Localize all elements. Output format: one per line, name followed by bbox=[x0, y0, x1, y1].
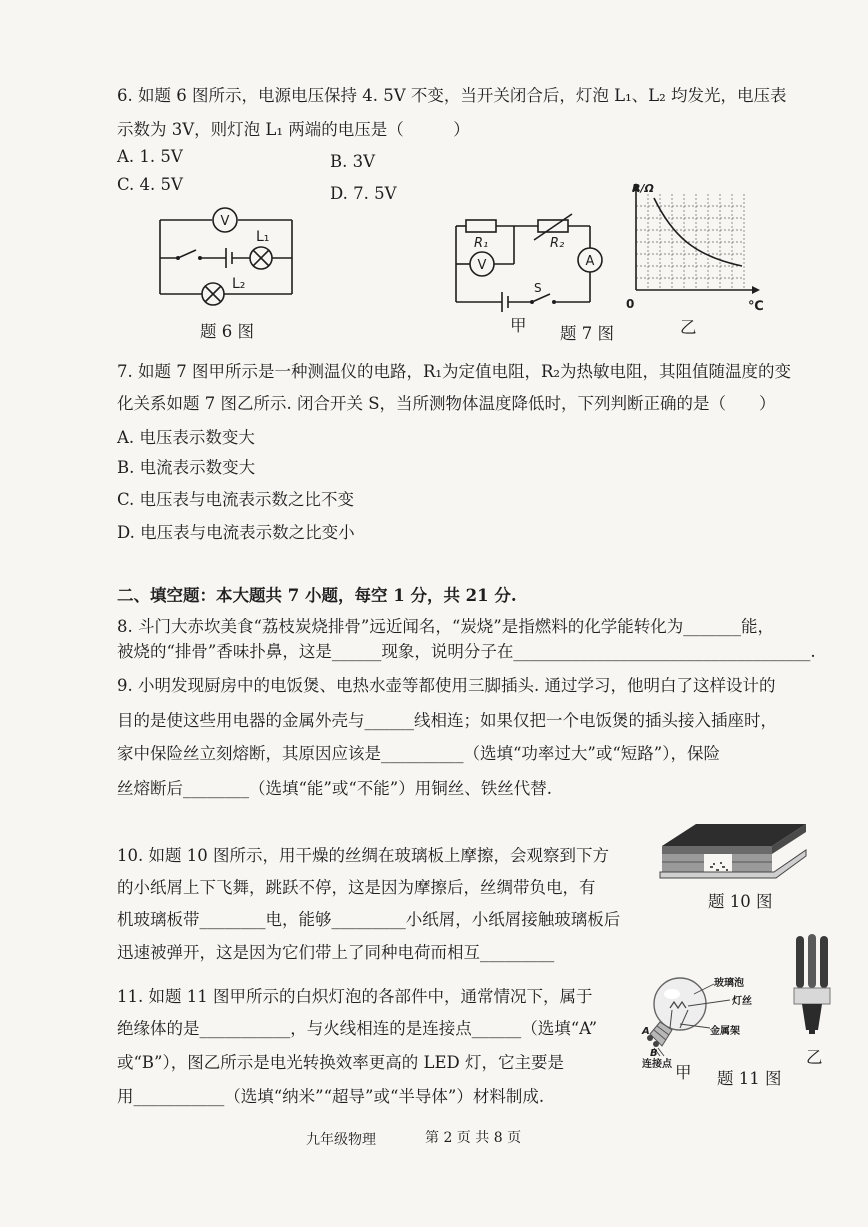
q7-graph-x-axis-label: ℃ bbox=[748, 299, 764, 314]
q6-voltmeter-label: V bbox=[220, 214, 230, 229]
q7-voltmeter-label: V bbox=[477, 258, 487, 273]
q11-line4: 用___________（选填“纳米”“超导”或“半导体”）材料制成. bbox=[117, 1087, 545, 1106]
q7-ammeter-label: A bbox=[585, 254, 595, 269]
q8-line2: 被烧的“排骨”香味扑鼻，这是______现象，说明分子在____________________________________. bbox=[117, 642, 816, 661]
q7-r2-label: R₂ bbox=[550, 236, 565, 251]
q7-line1: 7. 如题 7 图甲所示是一种测温仪的电路，R₁为定值电阻，R₂为热敏电阻，其阻值随温度的变 bbox=[117, 362, 792, 381]
q11-glass-bulb-label: 玻璃泡 bbox=[714, 978, 744, 989]
q10-line4: 迅速被弹开，这是因为它们带上了同种电荷而相互_________ bbox=[117, 943, 555, 962]
q7-figure-left-caption: 甲 bbox=[510, 316, 527, 335]
q11-line2: 绝缘体的是___________，与火线相连的是连接点______（选填“A” bbox=[117, 1019, 598, 1038]
q6-option-a: A. 1. 5V bbox=[117, 147, 183, 166]
q9-line4: 丝熔断后________（选填“能”或“不能”）用铜丝、铁丝代替. bbox=[117, 779, 552, 798]
q11-incandescent-bulb-figure bbox=[640, 968, 770, 1068]
q9-line3: 家中保险丝立刻熔断，其原因应该是__________（选填“功率过大”或“短路”），保险 bbox=[117, 744, 720, 763]
q9-line2: 目的是使这些用电器的金属外壳与______线相连；如果仅把一个电饭煲的插头接入插座时， bbox=[117, 711, 777, 730]
q6-line1: 6. 如题 6 图所示，电源电压保持 4. 5V 不变，当开关闭合后，灯泡 L₁、L₂ 均发光，电压表 bbox=[117, 86, 787, 105]
q6-line2: 示数为 3V，则灯泡 L₁ 两端的电压是（ ） bbox=[117, 120, 470, 139]
q11-figure-left-caption: 甲 bbox=[675, 1063, 692, 1082]
q7-r1-label: R₁ bbox=[474, 236, 489, 251]
footer-subject: 九年级物理 bbox=[306, 1132, 376, 1148]
q11-point-b-label: B bbox=[650, 1048, 658, 1059]
q6-option-d: D. 7. 5V bbox=[330, 184, 397, 203]
q7-graph-y-axis-label: R/Ω bbox=[632, 182, 654, 195]
q6-l1-label: L₁ bbox=[256, 229, 270, 245]
q9-line1: 9. 小明发现厨房中的电饭煲、电热水壶等都使用三脚插头. 通过学习，他明白了这样设计的 bbox=[117, 676, 776, 695]
q7-figure-right-caption: 乙 bbox=[680, 318, 697, 337]
q11-figure-right-caption: 乙 bbox=[806, 1048, 823, 1067]
q11-connection-point-label: 连接点 bbox=[642, 1059, 672, 1070]
q7-option-b: B. 电流表示数变大 bbox=[117, 458, 256, 477]
q6-l2-label: L₂ bbox=[232, 276, 246, 292]
q11-line1: 11. 如题 11 图甲所示的白炽灯泡的各部件中，通常情况下，属于 bbox=[117, 987, 593, 1006]
q10-line1: 10. 如题 10 图所示，用干燥的丝绸在玻璃板上摩擦，会观察到下方 bbox=[117, 846, 609, 865]
q7-graph-origin-label: 0 bbox=[626, 297, 635, 311]
q7-option-a: A. 电压表示数变大 bbox=[117, 428, 255, 447]
q7-option-d: D. 电压表与电流表示数之比变小 bbox=[117, 523, 355, 542]
q6-circuit-diagram bbox=[150, 200, 300, 310]
q6-option-c: C. 4. 5V bbox=[117, 175, 183, 194]
q8-line1: 8. 斗门大赤坎美食“荔枝炭烧排骨”远近闻名，“炭烧”是指燃料的化学能转化为_______能， bbox=[117, 617, 774, 636]
section2-heading: 二、填空题：本大题共 7 小题，每空 1 分，共 21 分. bbox=[117, 586, 517, 605]
footer-page-number: 第 2 页 共 8 页 bbox=[425, 1130, 522, 1146]
q10-glass-plate-figure bbox=[660, 820, 810, 882]
q7-option-c: C. 电压表与电流表示数之比不变 bbox=[117, 490, 355, 509]
q10-line2: 的小纸屑上下飞舞，跳跃不停，这是因为摩擦后，丝绸带负电，有 bbox=[117, 878, 596, 897]
q10-figure-caption: 题 10 图 bbox=[708, 892, 773, 911]
q7-resistance-temperature-graph bbox=[614, 180, 764, 320]
q7-switch-label: S bbox=[534, 281, 542, 295]
q11-line3: 或“B”），图乙所示是电光转换效率更高的 LED 灯，它主要是 bbox=[117, 1053, 564, 1072]
q7-circuit-diagram bbox=[448, 210, 604, 310]
q7-figure-caption: 题 7 图 bbox=[560, 324, 614, 343]
q11-led-lamp-figure bbox=[788, 932, 840, 1036]
q7-line2: 化关系如题 7 图乙所示. 闭合开关 S，当所测物体温度降低时，下列判断正确的是（ ） bbox=[117, 394, 776, 413]
q11-metal-frame-label: 金属架 bbox=[710, 1026, 740, 1037]
q11-point-a-label: A bbox=[642, 1026, 650, 1037]
q6-option-b: B. 3V bbox=[330, 152, 376, 171]
q11-filament-label: 灯丝 bbox=[732, 996, 752, 1007]
q6-figure-caption: 题 6 图 bbox=[200, 322, 254, 341]
q11-figure-caption: 题 11 图 bbox=[717, 1069, 782, 1088]
q10-line3: 机玻璃板带________电，能够_________小纸屑，小纸屑接触玻璃板后 bbox=[117, 910, 621, 929]
